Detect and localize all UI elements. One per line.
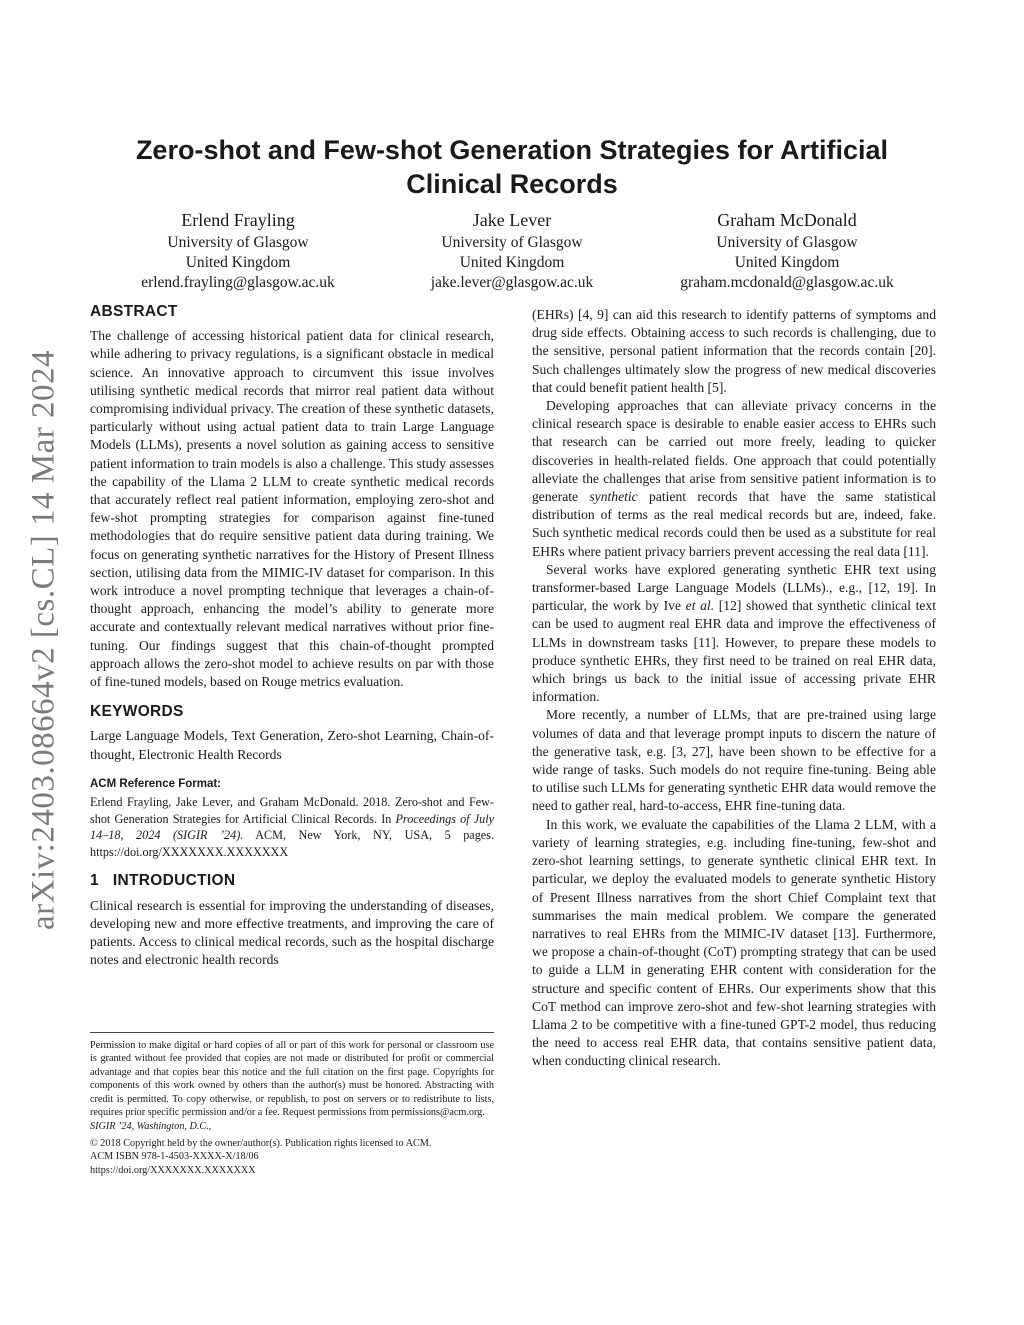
left-column bbox=[90, 303, 494, 981]
author-email[interactable]: erlend.frayling@glasgow.ac.uk bbox=[141, 274, 335, 291]
emphasis-synthetic: synthetic bbox=[589, 489, 638, 505]
acm-reference-text bbox=[90, 794, 494, 860]
introduction-paragraph-2 bbox=[532, 397, 936, 561]
author-email[interactable]: jake.lever@glasgow.ac.uk bbox=[430, 274, 594, 291]
author-country: United Kingdom bbox=[459, 254, 565, 271]
emphasis-et-al: et al. bbox=[685, 598, 715, 614]
abstract-text: The challenge of accessing historical patient data for clinical research, while adhering to privacy regulations, is a significant obstacle in medical science. An innovative approach to circumvent this issue involves utilising synthetic medical records that mirror real patient data without compromising individual privacy. The creation of these synthetic datasets, particularly without using actual patient data to train Large Language Models (LLMs), presents a novel solution as gaining access to sensitive patient information to train models is also a challenge. This study assesses the capability of the Llama 2 LLM to create synthetic medical records that accurately reflect real patient information, employing zero-shot and few-shot prompting strategies for comparison against fine-tuned methodologies that do require sensitive patient data during training. We focus on generating synthetic narratives for the History of Present Illness section, utilising data from the MIMIC-IV dataset for comparison. In this work introduce a novel prompting technique that leverages a chain-of-thought approach, enhancing the model’s ability to generate more accurate and contextually relevant medical narratives without prior fine-tuning. Our findings suggest that this chain-of-thought prompted approach allows the zero-shot model to achieve results on par with those of fine-tuned models, based on Rouge metrics evaluation. bbox=[90, 328, 494, 690]
acm-reference-heading: ACM Reference Format: bbox=[90, 777, 221, 790]
author-country: United Kingdom bbox=[185, 254, 291, 271]
author-country: United Kingdom bbox=[734, 254, 840, 271]
acm-reference bbox=[90, 776, 494, 861]
introduction-paragraph-4: More recently, a number of LLMs, that are pre-trained using large volumes of data and that leverage prompt inputs to discern the nature of the generative task, e.g. [3, 27], have been shown to be effective for a wide range of tasks. Such models do not require fine-tuning. Being able to utilise such LLMs for generating synthetic EHR data would remove the need to gather real, hard-to-access, EHR fine-tuning data. bbox=[532, 707, 936, 814]
author-block-3 bbox=[657, 208, 917, 293]
reference-proceedings: Proceedings of July 14–18, 2024 (SIGIR ’24). bbox=[90, 811, 494, 843]
permission-footnote bbox=[90, 1032, 494, 1177]
author-affiliation: University of Glasgow bbox=[716, 234, 858, 251]
author-name: Graham McDonald bbox=[717, 210, 857, 230]
keywords-heading: KEYWORDS bbox=[90, 703, 184, 721]
right-column bbox=[532, 306, 936, 1071]
section-title: INTRODUCTION bbox=[112, 872, 236, 890]
reference-authors: Erlend Frayling, Jake Lever, and Graham McDonald. 2018. Zero-shot and Few-shot Generation Strategies for Artificial Clinical Records. In bbox=[90, 795, 494, 826]
section-number: 1 bbox=[90, 872, 99, 890]
keywords-text: Large Language Models, Text Generation, Zero-shot Learning, Chain-of-thought, Electronic Health Records bbox=[90, 728, 494, 762]
paragraph-text: patient records that have the same statistical distribution of terms as the real medical records but are, indeed, fake. Such synthetic medical records could then be used as a substitute for real EHRs where patient privacy barriers prevent accessing the real data [11]. bbox=[532, 489, 936, 559]
introduction-heading bbox=[90, 872, 494, 890]
abstract-section bbox=[90, 303, 494, 691]
author-name: Jake Lever bbox=[472, 210, 552, 230]
paragraph-text: [12] showed that synthetic clinical text can be used to augment real EHR data and improve the effectiveness of LLMs in downstream tasks [11]. However, to prepare these models to produce synthetic EHRs, they first need to be trained on real EHR data, which brings us back to the initial issue of accessing private EHR information. bbox=[532, 598, 937, 705]
permission-text: Permission to make digital or hard copies of all or part of this work for personal or classroom use is granted without fee provided that copies are not made or distributed for profit or commercial advantage and that copies bear this notice and the full citation on the first page. Copyrights for components of this work owned by others than the author(s) must be honored. Abstracting with credit is permitted. To copy otherwise, or republish, to post on servers or to redistribute to lists, requires prior specific permission and/or a fee. Request permissions from permissions@acm.org. bbox=[90, 1040, 494, 1119]
introduction-section bbox=[90, 872, 494, 969]
arxiv-identifier: arXiv:2403.08664v2 [cs.CL] 14 Mar 2024 bbox=[25, 350, 62, 930]
paper-title: Zero-shot and Few-shot Generation Strategies for Artificial Clinical Records bbox=[135, 135, 889, 199]
venue-text: SIGIR ’24, Washington, D.C., bbox=[90, 1121, 212, 1133]
copyright-text: © 2018 Copyright held by the owner/author(s). Publication rights licensed to ACM. bbox=[90, 1137, 432, 1149]
author-email[interactable]: graham.mcdonald@glasgow.ac.uk bbox=[680, 274, 894, 291]
author-block-2 bbox=[382, 208, 642, 293]
introduction-paragraph-5: In this work, we evaluate the capabilities of the Llama 2 LLM, with a variety of learning strategies, e.g. including fine-tuning, few-shot and zero-shot learning settings, to generate synthetic clinical EHR text. In particular, we deploy the evaluated models to generate synthetic History of Present Illness narratives from the short Chief Complaint text that summarises the main medical problem. We compare the generated narratives to real EHRs from the MIMIC-IV dataset [13]. Furthermore, we propose a chain-of-thought (CoT) prompting strategy that can be used to guide a LLM in generating EHR content with consideration for the structure and specific content of EHRs. Our experiments show that this CoT method can improve zero-shot and few-shot learning strategies with Llama 2 to be competitive with a fine-tuned GPT-2 model, thus reducing the need to access real EHR data, that contains sensitive patient data, when conducting clinical research. bbox=[532, 816, 936, 1069]
introduction-paragraph-1: Clinical research is essential for improving the understanding of diseases, developing new and more effective treatments, and improving the care of patients. Access to clinical medical records, such as the hospital discharge notes and electronic health records bbox=[90, 897, 494, 968]
author-affiliation: University of Glasgow bbox=[167, 234, 309, 251]
doi-link[interactable]: https://doi.org/XXXXXXX.XXXXXXX bbox=[90, 1164, 256, 1176]
abstract-heading: ABSTRACT bbox=[90, 303, 178, 320]
author-affiliation: University of Glasgow bbox=[441, 234, 583, 251]
paragraph-text: Several works have explored generating synthetic EHR text using transformer-based Large Language Models (LLMs)., e.g., [12, 19]. In particular, the work by Ive bbox=[532, 561, 936, 614]
reference-publisher-doi[interactable]: ACM, New York, NY, USA, 5 pages. https://doi.org/XXXXXXX.XXXXXXX bbox=[90, 828, 494, 859]
author-name: Erlend Frayling bbox=[181, 210, 295, 230]
paragraph-text: Developing approaches that can alleviate privacy concerns in the clinical research space is desirable to enable easier access to EHRs such that research can be carried out more freely, leading to quicker discoveries in health-related fields. One approach that could potentially alleviate the challenges that arise from sensitive patient information is to generate bbox=[532, 398, 936, 505]
introduction-paragraph-3 bbox=[532, 561, 936, 707]
author-block-1 bbox=[108, 208, 368, 293]
isbn-text: ACM ISBN 978-1-4503-XXXX-X/18/06 bbox=[90, 1151, 259, 1163]
keywords-section bbox=[90, 703, 494, 764]
introduction-continuation: (EHRs) [4, 9] can aid this research to identify patterns of symptoms and drug side effects. Obtaining access to such records is challenging, due to the sensitive, personal patient information that the records contain [20]. Such challenges ultimately slow the progress of new medical discoveries that could benefit patient health [5]. bbox=[532, 307, 936, 395]
